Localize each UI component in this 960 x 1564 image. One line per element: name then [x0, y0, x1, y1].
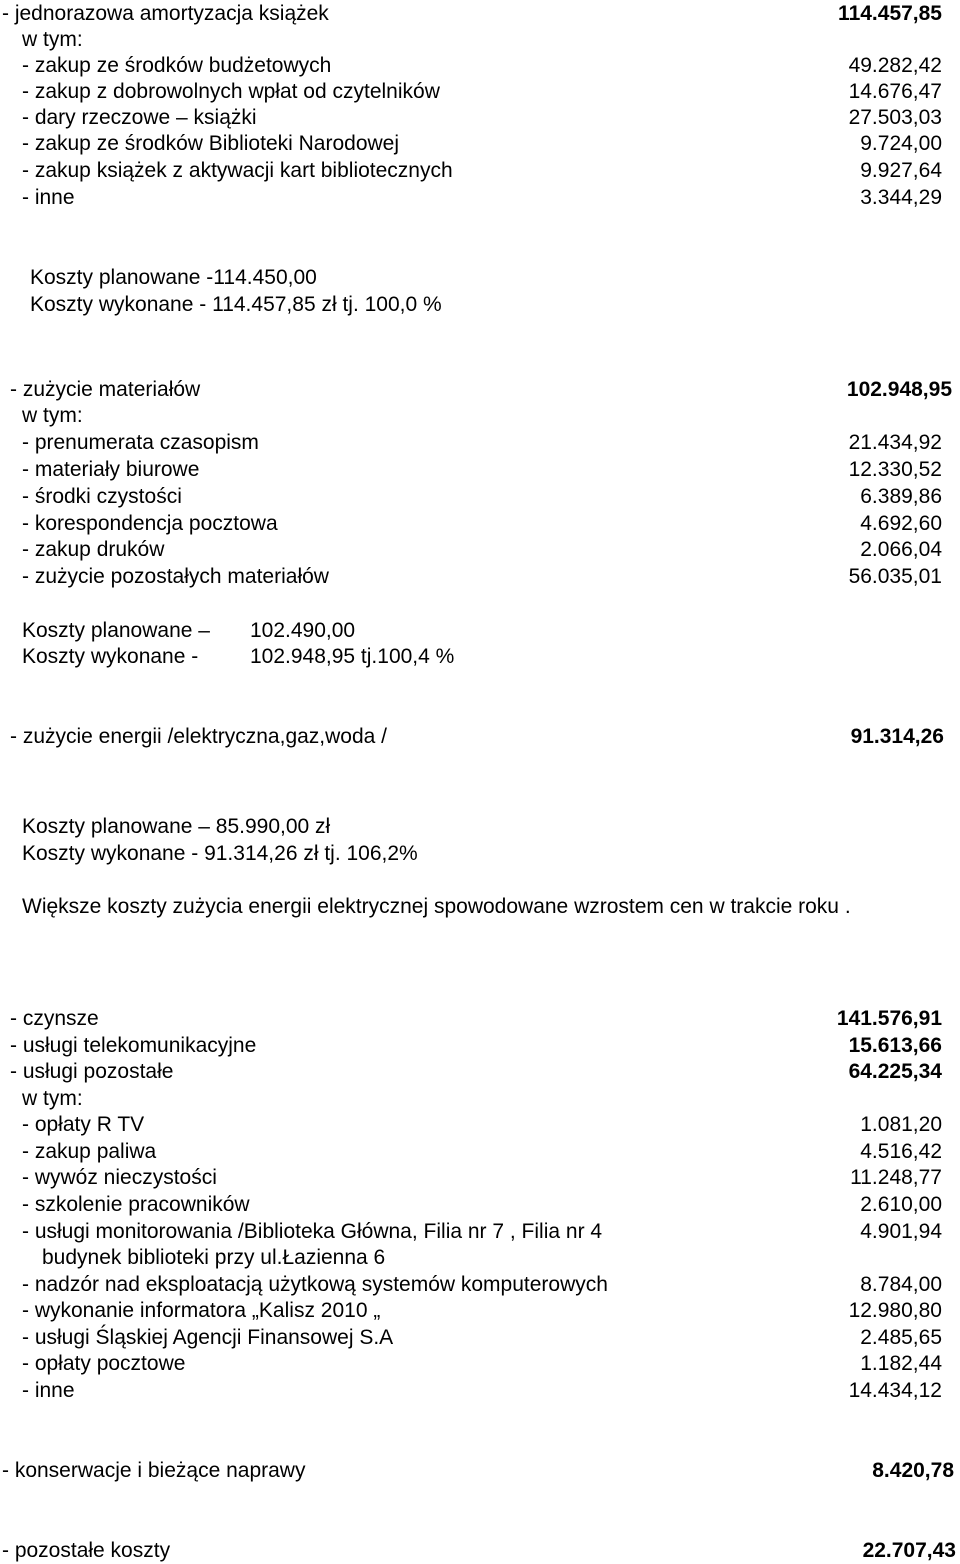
section2-item-label: - materiały biurowe [22, 458, 200, 481]
section1-item-label: - dary rzeczowe – książki [22, 106, 257, 129]
section2-title: - zużycie materiałów [10, 378, 201, 401]
section3-executed: Koszty wykonane - 91.314,26 zł tj. 106,2% [22, 842, 418, 865]
section3-note: Większe koszty zużycia energii elektrycznej spowodowane wzrostem cen w trakcie roku . [22, 895, 851, 918]
section1-item-value: 27.503,03 [848, 106, 942, 129]
section2-planned-value: 102.490,00 [250, 619, 356, 642]
section2-item-value: 6.389,86 [860, 485, 942, 508]
section4-row-value: 141.576,91 [836, 1007, 942, 1030]
section5-value: 8.420,78 [872, 1459, 954, 1482]
section1-item-value: 9.927,64 [860, 159, 942, 182]
section3-planned: Koszty planowane – 85.990,00 zł [22, 815, 331, 838]
section4-item-label: - opłaty pocztowe [22, 1352, 186, 1375]
section4-item-label: - zakup paliwa [22, 1140, 157, 1163]
section4-item-value: 4.516,42 [860, 1140, 942, 1163]
section1-item-label: - inne [22, 186, 75, 209]
section1-item-value: 3.344,29 [860, 186, 942, 209]
section1-item-label: - zakup z dobrowolnych wpłat od czytelników [22, 80, 440, 103]
section4-item-label: - nadzór nad eksploatacją użytkową systemów komputerowych [22, 1273, 608, 1296]
section6-label: - pozostałe koszty [2, 1539, 171, 1562]
section1-item-label: - zakup ze środków Biblioteki Narodowej [22, 132, 400, 155]
section1-item-value: 9.724,00 [860, 132, 942, 155]
section4-item-value: 14.434,12 [848, 1379, 942, 1402]
section4-row-label: - czynsze [10, 1007, 99, 1030]
section2-item-value: 2.066,04 [860, 538, 942, 561]
section4-item-value: 2.485,65 [860, 1326, 942, 1349]
section4-monitor-cont: budynek biblioteki przy ul.Łazienna 6 [42, 1246, 386, 1269]
section2-executed-label: Koszty wykonane - [22, 645, 199, 668]
section4-item-value: 12.980,80 [848, 1299, 942, 1322]
section1-item-value: 49.282,42 [848, 54, 942, 77]
section4-row-value: 64.225,34 [848, 1060, 942, 1083]
section2-item-label: - środki czystości [22, 485, 182, 508]
section2-item-label: - korespondencja pocztowa [22, 512, 278, 535]
section6-value: 22.707,43 [862, 1539, 956, 1562]
section1-executed: Koszty wykonane - 114.457,85 zł tj. 100,0 % [30, 293, 442, 316]
section1-planned: Koszty planowane -114.450,00 [30, 266, 317, 289]
section2-item-value: 4.692,60 [860, 512, 942, 535]
section2-total: 102.948,95 [846, 378, 952, 401]
section4-item-label: - usługi Śląskiej Agencji Finansowej S.A [22, 1326, 394, 1349]
section4-row-label: - usługi pozostałe [10, 1060, 174, 1083]
section4-row-value: 15.613,66 [848, 1034, 942, 1057]
section2-item-label: - prenumerata czasopism [22, 431, 259, 454]
section2-executed-value: 102.948,95 tj.100,4 % [250, 645, 455, 668]
section4-item-label: - wywóz nieczystości [22, 1166, 217, 1189]
section4-wtym: w tym: [22, 1087, 83, 1110]
section3-title: - zużycie energii /elektryczna,gaz,woda / [10, 725, 388, 748]
section4-item-label: - usługi monitorowania /Biblioteka Główna, Filia nr 7 , Filia nr 4 [22, 1220, 603, 1243]
section4-item-value: 1.182,44 [860, 1352, 942, 1375]
section4-item-value: 8.784,00 [860, 1273, 942, 1296]
section1-item-value: 14.676,47 [848, 80, 942, 103]
section4-item-value: 1.081,20 [860, 1113, 942, 1136]
section1-wtym: w tym: [22, 28, 83, 51]
section1-total: 114.457,85 [838, 2, 942, 25]
section2-wtym: w tym: [22, 404, 83, 427]
section2-planned-label: Koszty planowane – [22, 619, 210, 642]
section2-item-value: 21.434,92 [848, 431, 942, 454]
section4-item-label: - szkolenie pracowników [22, 1193, 250, 1216]
section3-total: 91.314,26 [850, 725, 944, 748]
section2-item-label: - zakup druków [22, 538, 165, 561]
section4-item-label: - opłaty R TV [22, 1113, 145, 1136]
section5-label: - konserwacje i bieżące naprawy [2, 1459, 306, 1482]
section4-item-value: 2.610,00 [860, 1193, 942, 1216]
section1-item-label: - zakup książek z aktywacji kart bibliotecznych [22, 159, 453, 182]
section4-row-label: - usługi telekomunikacyjne [10, 1034, 257, 1057]
section2-item-value: 12.330,52 [848, 458, 942, 481]
section4-item-value: 4.901,94 [860, 1220, 942, 1243]
section2-item-value: 56.035,01 [848, 565, 942, 588]
section4-item-value: 11.248,77 [850, 1166, 942, 1189]
section4-item-label: - inne [22, 1379, 75, 1402]
section4-item-label: - wykonanie informatora „Kalisz 2010 „ [22, 1299, 381, 1322]
section2-item-label: - zużycie pozostałych materiałów [22, 565, 329, 588]
section1-title: - jednorazowa amortyzacja książek [2, 2, 329, 25]
section1-item-label: - zakup ze środków budżetowych [22, 54, 332, 77]
